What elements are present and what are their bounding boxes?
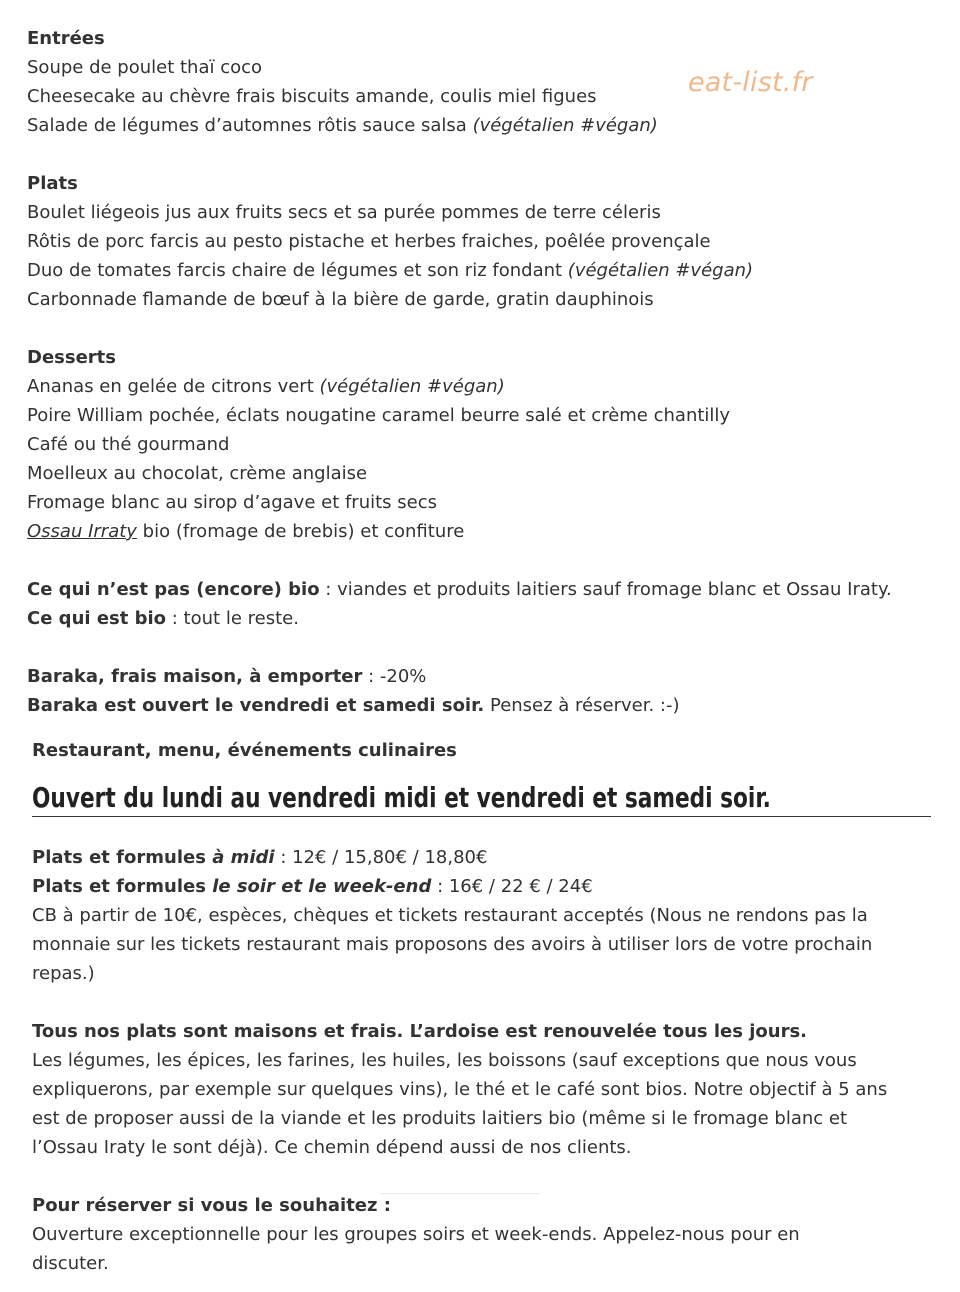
midi-label: Plats et formules — [32, 847, 213, 868]
menu-item-text: bio (fromage de brebis) et confiture — [136, 521, 465, 542]
menu-item: Café ou thé gourmand — [27, 434, 230, 455]
menu-item: Carbonnade flamande de bœuf à la bière de garde, gratin dauphinois — [27, 289, 654, 310]
payment-text: monnaie sur les tickets restaurant mais proposons des avoirs à utiliser lors de votre prochain — [32, 934, 873, 955]
menu-item: Fromage blanc au sirop d’agave et fruits secs — [27, 492, 438, 513]
takeaway-line — [27, 662, 426, 691]
watermark-eat-list: eat-list.fr — [688, 67, 813, 98]
restaurant-subtitle: Restaurant, menu, événements culinaires — [32, 740, 457, 761]
menu-item-text: Ananas en gelée de citrons vert — [27, 376, 314, 397]
menu-item — [27, 256, 753, 285]
menu-item: Moelleux au chocolat, crème anglaise — [27, 463, 368, 484]
plats-heading: Plats — [27, 173, 78, 194]
not-bio-line — [27, 575, 892, 604]
soir-label: Plats et formules — [32, 876, 213, 897]
fresh-text: Les légumes, les épices, les farines, les huiles, les boissons (sauf exceptions que nous vous — [32, 1050, 857, 1071]
midi-prices-line — [32, 843, 487, 872]
menu-item: Rôtis de porc farcis au pesto pistache et herbes fraiches, poêlée provençale — [27, 231, 711, 252]
faint-divider — [380, 1193, 540, 1194]
reserve-heading: Pour réserver si vous le souhaitez : — [32, 1195, 391, 1216]
fresh-text: expliquerons, par exemple sur quelques vins), le thé et le café sont bios. Notre objectif à 5 ans — [32, 1079, 888, 1100]
menu-item: Boulet liégeois jus aux fruits secs et sa purée pommes de terre céleris — [27, 202, 661, 223]
bio-label: Ce qui est bio — [27, 608, 167, 629]
opening-label: Baraka est ouvert le vendredi et samedi soir. — [27, 695, 485, 716]
midi-em: à midi — [212, 847, 275, 868]
menu-item — [27, 372, 505, 401]
ossau-irraty-link[interactable]: Ossau Irraty — [27, 521, 137, 542]
opening-hours-headline: Ouvert du lundi au vendredi midi et vendredi et samedi soir. — [32, 781, 771, 814]
payment-text: CB à partir de 10€, espèces, chèques et tickets restaurant acceptés (Nous ne rendons pas la — [32, 905, 868, 926]
not-bio-text: : viandes et produits laitiers sauf fromage blanc et Ossau Iraty. — [319, 579, 892, 600]
reserve-text: Ouverture exceptionnelle pour les groupes soirs et week-ends. Appelez-nous pour en — [32, 1224, 800, 1245]
takeaway-text: : -20% — [362, 666, 427, 687]
takeaway-label: Baraka, frais maison, à emporter — [27, 666, 363, 687]
menu-item: Poire William pochée, éclats nougatine caramel beurre salé et crème chantilly — [27, 405, 731, 426]
menu-item-text: Duo de tomates farcis chaire de légumes et son riz fondant — [27, 260, 563, 281]
entrees-heading: Entrées — [27, 28, 105, 49]
fresh-text: est de proposer aussi de la viande et les produits laitiers bio (même si le fromage blanc et — [32, 1108, 848, 1129]
reserve-text: discuter. — [32, 1253, 109, 1274]
vegan-tag: (végétalien #végan) — [567, 260, 754, 281]
payment-text: repas.) — [32, 963, 95, 984]
midi-prices: : 12€ / 15,80€ / 18,80€ — [274, 847, 488, 868]
menu-item: Soupe de poulet thaï coco — [27, 57, 263, 78]
menu-item: Cheesecake au chèvre frais biscuits amande, coulis miel figues — [27, 86, 597, 107]
fresh-text: l’Ossau Iraty le sont déjà). Ce chemin dépend aussi de nos clients. — [32, 1137, 632, 1158]
soir-prices-line — [32, 872, 593, 901]
menu-item-text: Salade de légumes d’automnes rôtis sauce salsa — [27, 115, 467, 136]
headline-divider — [32, 816, 931, 817]
menu-item — [27, 517, 464, 546]
vegan-tag: (végétalien #végan) — [472, 115, 658, 136]
soir-prices: : 16€ / 22 € / 24€ — [431, 876, 593, 897]
opening-text: Pensez à réserver. :-) — [484, 695, 680, 716]
opening-line — [27, 691, 680, 720]
desserts-heading: Desserts — [27, 347, 116, 368]
vegan-tag: (végétalien #végan) — [319, 376, 505, 397]
soir-em: le soir et le week-end — [212, 876, 432, 897]
bio-line — [27, 604, 299, 633]
fresh-heading: Tous nos plats sont maisons et frais. L’ardoise est renouvelée tous les jours. — [32, 1021, 808, 1042]
menu-item — [27, 111, 658, 140]
not-bio-label: Ce qui n’est pas (encore) bio — [27, 579, 320, 600]
bio-text: : tout le reste. — [166, 608, 299, 629]
